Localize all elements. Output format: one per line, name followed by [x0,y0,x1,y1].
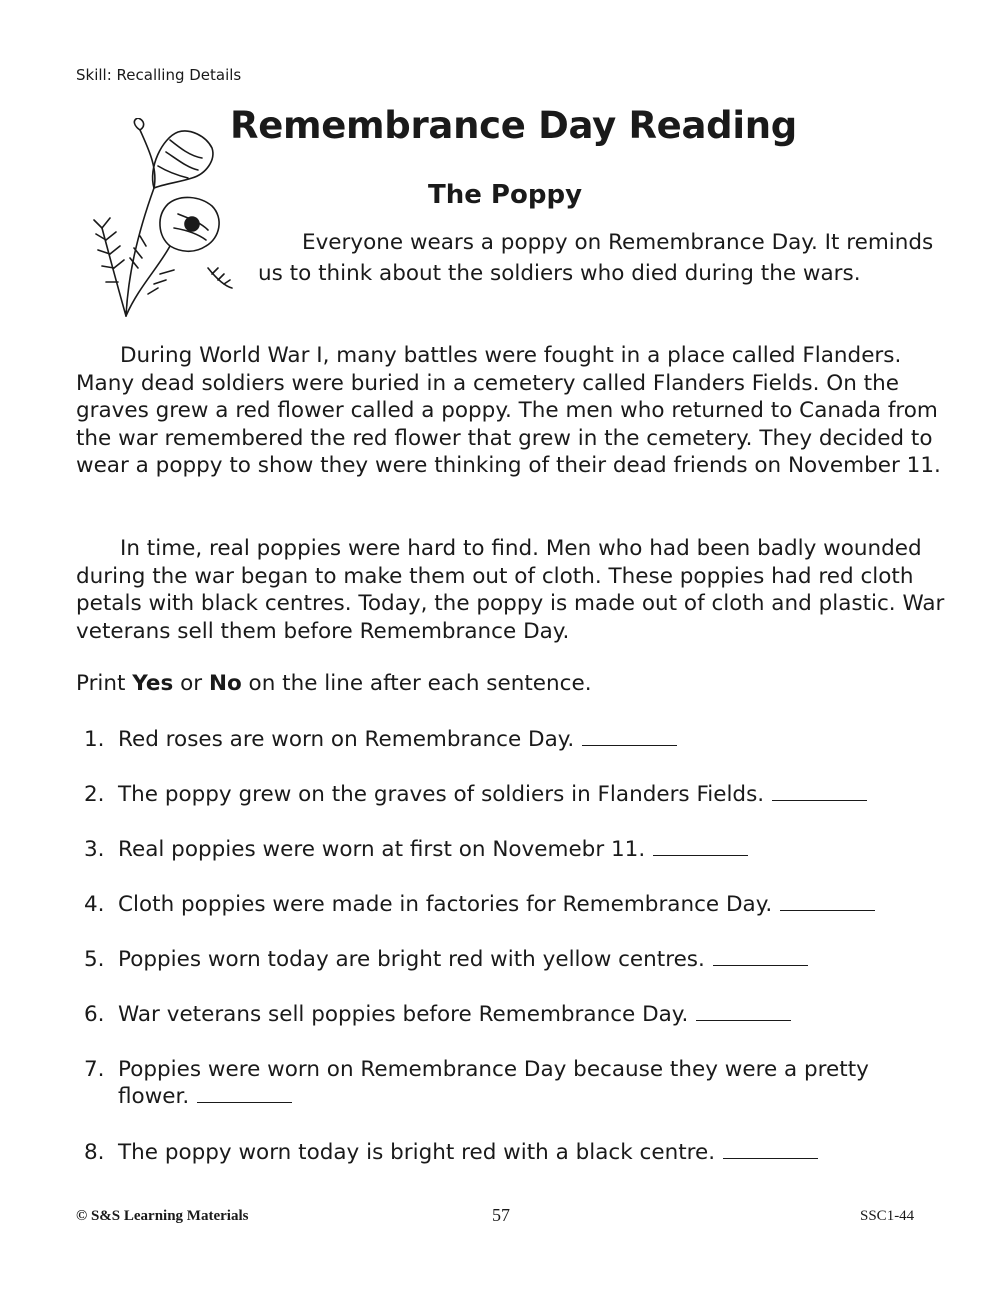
paragraph-text: During World War I, many battles were fought in a place called Flanders. Many dead soldiers were buried in a cemetery called Flanders Fields. On the graves grew a red flower called a poppy. The men who returned to Canada from the war remembered the red flower that grew in the cemetery. They decided to wear a poppy to show they were thinking of their dead friends on November 11. [76,343,941,478]
instructions-middle: or [173,671,209,696]
question-number: 6. [84,1002,105,1027]
copyright: © S&S Learning Materials [76,1208,249,1224]
question-text-2: flower. [118,1084,190,1109]
question-number: 4. [84,892,105,917]
answer-line[interactable] [713,947,808,966]
page-title: Remembrance Day Reading [230,104,797,147]
paragraph-1 [76,342,956,480]
answer-line[interactable] [197,1084,292,1103]
question-8 [84,1139,944,1166]
no-word: No [208,671,242,696]
question-3 [84,836,944,863]
question-7 [84,1056,944,1110]
book-code: SSC1-44 [860,1208,915,1224]
answer-line[interactable] [653,837,748,856]
question-text: Cloth poppies were made in factories for Remembrance Day. [118,892,773,917]
question-number: 2. [84,782,105,807]
instructions-prefix: Print [76,671,133,696]
skill-label: Skill: Recalling Details [76,66,242,84]
question-2 [84,781,944,808]
instructions [76,671,592,696]
answer-line[interactable] [772,782,867,801]
paragraph-text: In time, real poppies were hard to find. Men who had been badly wounded during the war began to make them out of cloth. These poppies had red cloth petals with black centres. Today, the poppy is made out of cloth and plastic. War veterans sell them before Remembrance Day. [76,536,945,644]
question-number: 3. [84,837,105,862]
question-number: 5. [84,947,105,972]
yes-word: Yes [132,671,174,696]
question-6 [84,1001,944,1028]
answer-line[interactable] [780,892,875,911]
question-1 [84,726,944,753]
poppy-illustration [88,118,238,318]
question-continuation [84,1083,944,1110]
question-text: Poppies worn today are bright red with yellow centres. [118,947,705,972]
question-number: 7. [84,1057,105,1082]
question-number: 1. [84,727,105,752]
section-subtitle: The Poppy [428,180,583,210]
question-number: 8. [84,1140,105,1165]
intro-text: Everyone wears a poppy on Remembrance Day. It reminds us to think about the soldiers who died during the wars. [258,230,934,286]
question-text: Real poppies were worn at first on Novemebr 11. [118,837,646,862]
question-text: The poppy worn today is bright red with a black centre. [118,1140,716,1165]
question-text: Poppies were worn on Remembrance Day because they were a pretty [118,1057,869,1082]
paragraph-2 [76,535,956,645]
question-5 [84,946,944,973]
instructions-suffix: on the line after each sentence. [241,671,592,696]
question-text: Red roses are worn on Remembrance Day. [118,727,575,752]
intro-paragraph [258,227,938,289]
question-text: War veterans sell poppies before Remembrance Day. [118,1002,689,1027]
question-text: The poppy grew on the graves of soldiers in Flanders Fields. [118,782,765,807]
page-number: 57 [492,1205,510,1225]
answer-line[interactable] [582,727,677,746]
answer-line[interactable] [723,1140,818,1159]
answer-line[interactable] [696,1002,791,1021]
question-4 [84,891,944,918]
